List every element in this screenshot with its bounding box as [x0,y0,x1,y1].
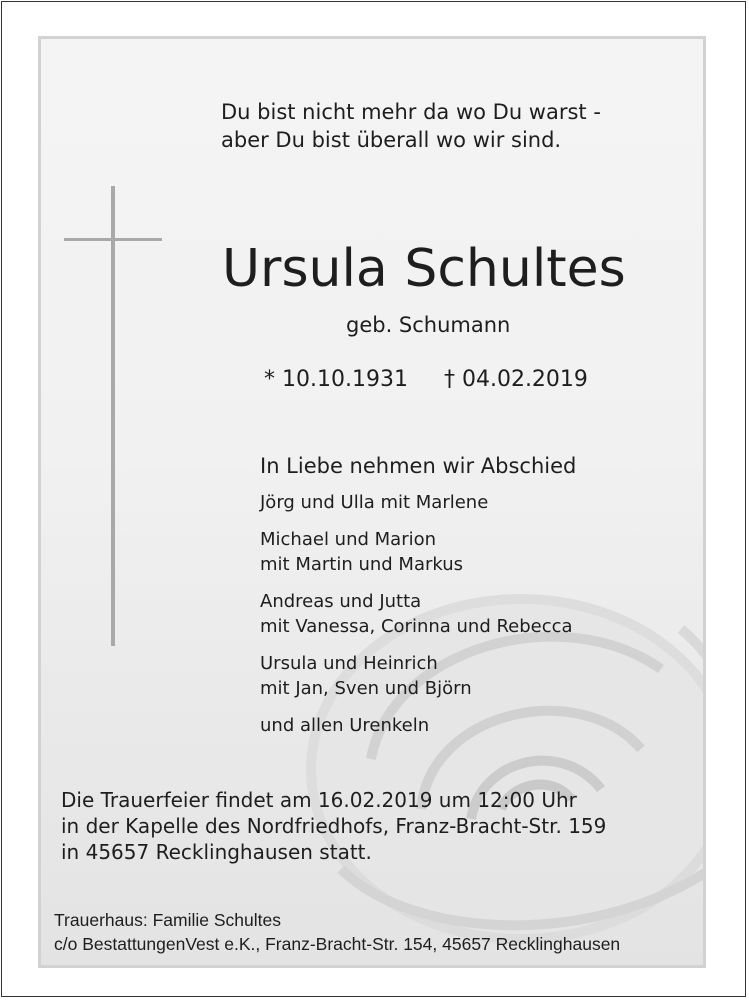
memorial-quote [221,98,601,154]
cross-vertical-bar [111,186,115,646]
quote-line: aber Du bist überall wo wir sind. [221,128,562,152]
funeral-home-footer [54,908,620,956]
mourner-line: und allen Urenkeln [260,715,430,736]
cross-horizontal-bar [64,238,162,241]
footer-line: Trauerhaus: Familie Schultes [54,910,281,930]
mourner-group [260,713,573,738]
mourner-line: Ursula und Heinrich [260,653,438,674]
life-dates [264,364,588,396]
mourner-line: Michael und Marion [260,529,437,550]
mourner-line: mit Jan, Sven und Björn [260,678,472,699]
mourner-line: mit Vanessa, Corinna und Rebecca [260,616,573,637]
footer-line: c/o BestattungenVest e.K., Franz-Bracht-Str. 154, 45657 Recklinghausen [54,934,621,954]
deceased-name: Ursula Schultes [222,239,626,299]
ceremony-details [61,787,606,865]
ceremony-line: in 45657 Recklinghausen statt. [61,840,372,864]
mourner-group [260,490,573,515]
death-date: † 04.02.2019 [443,367,588,392]
mourner-group [260,651,573,701]
ceremony-line: in der Kapelle des Nordfriedhofs, Franz-Bracht-Str. 159 [61,814,607,838]
ceremony-line: Die Trauerfeier findet am 16.02.2019 um 12:00 Uhr [61,788,577,812]
farewell-heading: In Liebe nehmen wir Abschied [260,454,577,478]
mourner-line: Jörg und Ulla mit Marlene [260,492,489,513]
quote-line: Du bist nicht mehr da wo Du warst - [221,100,601,124]
birth-name: geb. Schumann [346,313,511,337]
mourner-group [260,527,573,577]
mourner-line: Andreas und Jutta [260,591,422,612]
cross-icon [64,186,164,648]
birth-date: * 10.10.1931 [264,367,408,392]
mourners-list [260,490,573,750]
mourner-group [260,589,573,639]
mourner-line: mit Martin und Markus [260,554,464,575]
